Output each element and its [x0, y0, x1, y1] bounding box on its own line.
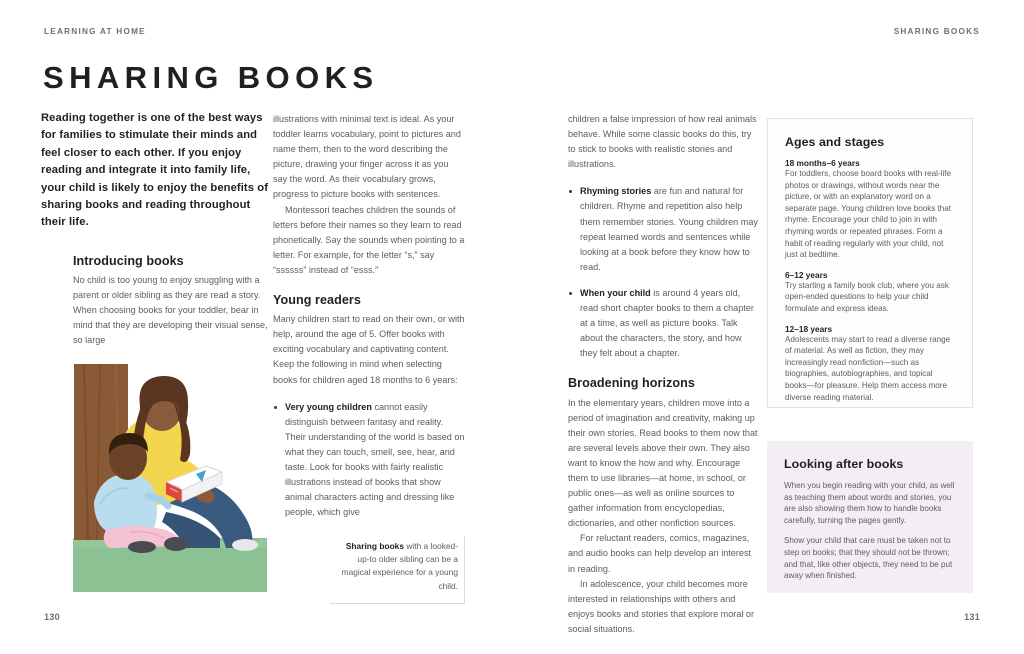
section-heading-introducing-books: Introducing books: [73, 253, 184, 268]
illustration-caption: [330, 536, 465, 604]
column-two-paragraph-2: Montessori teaches children the sounds of letters before their names so they learn to read phonetically. Say the sounds when pointing to a letter. For example, for the letter “s,” say “ssssss” instead of “esss.”: [273, 204, 465, 275]
section-heading-young-readers: Young readers: [273, 293, 361, 308]
list-item: [568, 184, 758, 275]
bullet-lead-when-your-child: When your child: [580, 287, 651, 298]
broadening-horizons-paragraph-2: For reluctant readers, comics, magazines, and audio books can help develop an interest in reading.: [568, 533, 752, 574]
bullet-text-when-your-child: is around 4 years old, read short chapter books to them a chapter at a time, as well as picture books. Talk about the characters, the story, and how they felt about a chapter.: [580, 287, 754, 359]
ages-entry-body-0: For toddlers, choose board books with real-life photos or drawings, without words near the picture, or with an explanatory word on a separate page. Young children love books that rhyme. Encourage your child to join in with rhyming words or repeated phrases. Form a habit of reading regularly with your child, not just at bedtime.: [785, 169, 952, 260]
column-two: [273, 112, 465, 520]
reading-illustration: [70, 362, 270, 594]
bullet-text-very-young-children: cannot easily distinguish between fantasy and reality. Their understanding of the world is based on what they can touch, smell, see, hear, and taste. Look for books with fairly realistic illustrations instead of books that show animal characters acting and dressing like people, which give: [285, 401, 465, 518]
column-three-continuation: children a false impression of how real animals behave. While some classic books do this, try to stick to books with realistic stories and illustrations.: [568, 114, 757, 170]
young-readers-body: Many children start to read on their own, or with help, around the age of 5. Offer books with exciting vocabulary and captivating content. Keep the following in mind when selecting books for children aged 18 months to 6 years:: [273, 314, 465, 385]
column-one: [41, 110, 269, 348]
intro-paragraph: Reading together is one of the best ways for families to stimulate their minds and feel closer to each other. If you enjoy reading and integrate it into family life, your child is likely to enjoy the benefits of sharing books and reading throughout their life.: [41, 112, 269, 229]
column-three: [568, 112, 758, 637]
folio-right: 131: [964, 612, 980, 622]
list-item: [568, 286, 758, 361]
ages-entry-heading-0: 18 months–6 years: [785, 158, 860, 168]
broadening-horizons-paragraph-3: In adolescence, your child becomes more interested in relationships with others and enjoys books and stories that explore moral or social situations.: [568, 578, 755, 634]
ages-and-stages-title: Ages and stages: [785, 135, 885, 149]
running-head-right: SHARING BOOKS: [893, 27, 980, 36]
introducing-books-section: [73, 254, 269, 349]
list-item: [273, 400, 465, 521]
bullet-lead-very-young-children: Very young children: [285, 401, 372, 412]
section-heading-broadening-horizons: Broadening horizons: [568, 376, 695, 391]
bullet-text-rhyming-stories: are fun and natural for children. Rhyme and repetition also help them remember stories. Young children may repeat learned words and sentences while looking at a book before they know how to read.: [580, 186, 758, 272]
looking-after-books-title: Looking after books: [784, 457, 904, 471]
broadening-horizons-paragraph-1: In the elementary years, children move into a period of imagination and creativity, making up their own stories. Read books to them now that are several levels above their own. They also want to know the how and why. Encourage them to use libraries—at home, in school, or public ones—as well as online sources to gather information from encyclopedias, dictionaries, and other nonfiction sources.: [568, 397, 758, 529]
ages-entry-heading-2: 12–18 years: [785, 323, 833, 334]
young-readers-bullet-list: [273, 400, 465, 521]
ages-and-stages-box: [767, 118, 973, 408]
caption-text: with a looked-up-to older sibling can be a magical experience for a young child.: [341, 541, 458, 591]
bullet-lead-rhyming-stories: Rhyming stories: [580, 186, 652, 197]
column-two-paragraph-1: illustrations with minimal text is ideal. As your toddler learns vocabulary, point to pictures and name them, then to the word describing the picture, drawing your finger across it as you say the word. As their vocabulary grows, progress to picture books with sentences.: [273, 114, 461, 200]
column-three-bullet-list: [568, 184, 758, 361]
looking-after-books-box: [767, 441, 973, 593]
reading-illustration-svg: [70, 362, 270, 594]
ages-entry-heading-1: 6–12 years: [785, 269, 828, 280]
caption-lead: Sharing books: [345, 541, 404, 551]
ages-entry-body-1: Try starting a family book club, where you ask open-ended questions to help your child formulate and express ideas.: [785, 280, 949, 313]
running-head-left: LEARNING AT HOME: [44, 27, 146, 36]
ages-entry-body-2: Adolescents may start to read a diverse range of material. As well as fiction, they may increasingly read nonfiction—such as biographies, autobiographies, and topical books—for pleasure. Help them access more diverse reading material.: [785, 334, 951, 402]
looking-after-books-paragraph-1: When you begin reading with your child, as well as teaching them about words and stories, you are also showing them how to handle books carefully, turning the pages gently.: [784, 481, 955, 525]
looking-after-books-paragraph-2: Show your child that care must be taken not to step on books; that they should not be thrown; and that, like other objects, they need to be put away when finished.: [784, 536, 953, 581]
page-title: SHARING BOOKS: [43, 60, 379, 95]
folio-left: 130: [44, 612, 60, 622]
introducing-books-body: No child is too young to enjoy snuggling with a parent or older sibling as they are read a story. When choosing books for your toddler, bear in mind that they are developing their visual sense, so large: [73, 274, 268, 346]
